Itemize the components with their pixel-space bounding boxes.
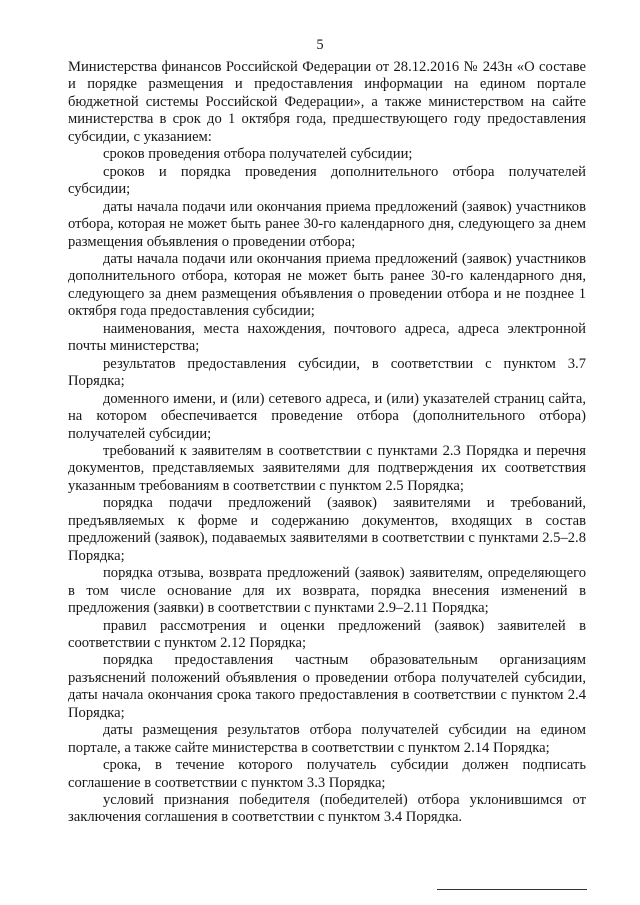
paragraph-item: условий признания победителя (победителей) отбора уклонившимся от заключения соглашения в соответствии с пунктом 3.4 Порядка. [68,792,586,826]
paragraph-item: доменного имени, и (или) сетевого адреса, и (или) указателей страниц сайта, на котором обеспечивается проведение отбора (дополнительного отбора) получателей субсидии; [68,390,586,442]
paragraph-item: порядка подачи предложений (заявок) заявителями и требований, предъявляемых к форме и содержанию документов, входящих в состав предложений (заявок), подаваемых заявителями в соответствии с пунктами 2.5–2.8 Порядка; [68,495,586,564]
paragraph-item: результатов предоставления субсидии, в соответствии с пунктом 3.7 Порядка; [68,355,586,390]
paragraph-item: даты размещения результатов отбора получателей субсидии на едином портале, а также сайте министерства в соответствии с пунктом 2.14 Порядка; [68,722,586,756]
paragraph-item: даты начала подачи или окончания приема предложений (заявок) участников дополнительного отбора, которая не может быть ранее 30-го календарного дня, следующего за днем размещения объявления о проведении отбора и не позднее 1 октября года предоставления субсидии; [68,250,586,320]
paragraph-item: порядка предоставления частным образовательным организациям разъяснений положений объявления о проведении отбора получателей субсидии, даты начала окончания срока такого предоставления в соответствии с пунктом 2.4 Порядка; [68,652,586,721]
paragraph-item: срока, в течение которого получатель субсидии должен подписать соглашение в соответствии с пунктом 3.3 Порядка; [68,757,586,791]
paragraph-item: порядка отзыва, возврата предложений (заявок) заявителям, определяющего в том числе основание для их возврата, порядка внесения изменений в предложения (заявки) в соответствии с пунктами 2.9–2.11 Порядка; [68,565,586,617]
paragraph-item: сроков и порядка проведения дополнительного отбора получателей субсидии; [68,163,586,198]
paragraph-item: сроков проведения отбора получателей субсидии; [103,146,413,163]
paragraph-intro: Министерства финансов Российской Федерации от 28.12.2016 № 243н «О составе и порядке размещения и предоставления информации на едином портале бюджетной системы Российской Федерации», а также министерством на сайте министерства в срок до 1 октября года, предшествующего году предоставления субсидии, с указанием: [68,59,586,145]
footer-rule [437,889,587,890]
paragraph-item: наименования, места нахождения, почтового адреса, адреса электронной почты министерства; [68,320,586,355]
paragraph-item: даты начала подачи или окончания приема предложений (заявок) участников отбора, которая не может быть ранее 30-го календарного дня, следующего за днем размещения объявления о проведении отбора; [68,198,586,250]
paragraph-item: правил рассмотрения и оценки предложений (заявок) заявителей в соответствии с пунктом 2.12 Порядка; [68,617,586,651]
page-number: 5 [316,37,324,53]
document-body [68,59,586,827]
paragraph-item: требований к заявителям в соответствии с пунктами 2.3 Порядка и перечня документов, представляемых заявителями для подтверждения их соответствия указанным требованиям в соответствии с пунктом 2.5 Порядка; [68,442,586,494]
